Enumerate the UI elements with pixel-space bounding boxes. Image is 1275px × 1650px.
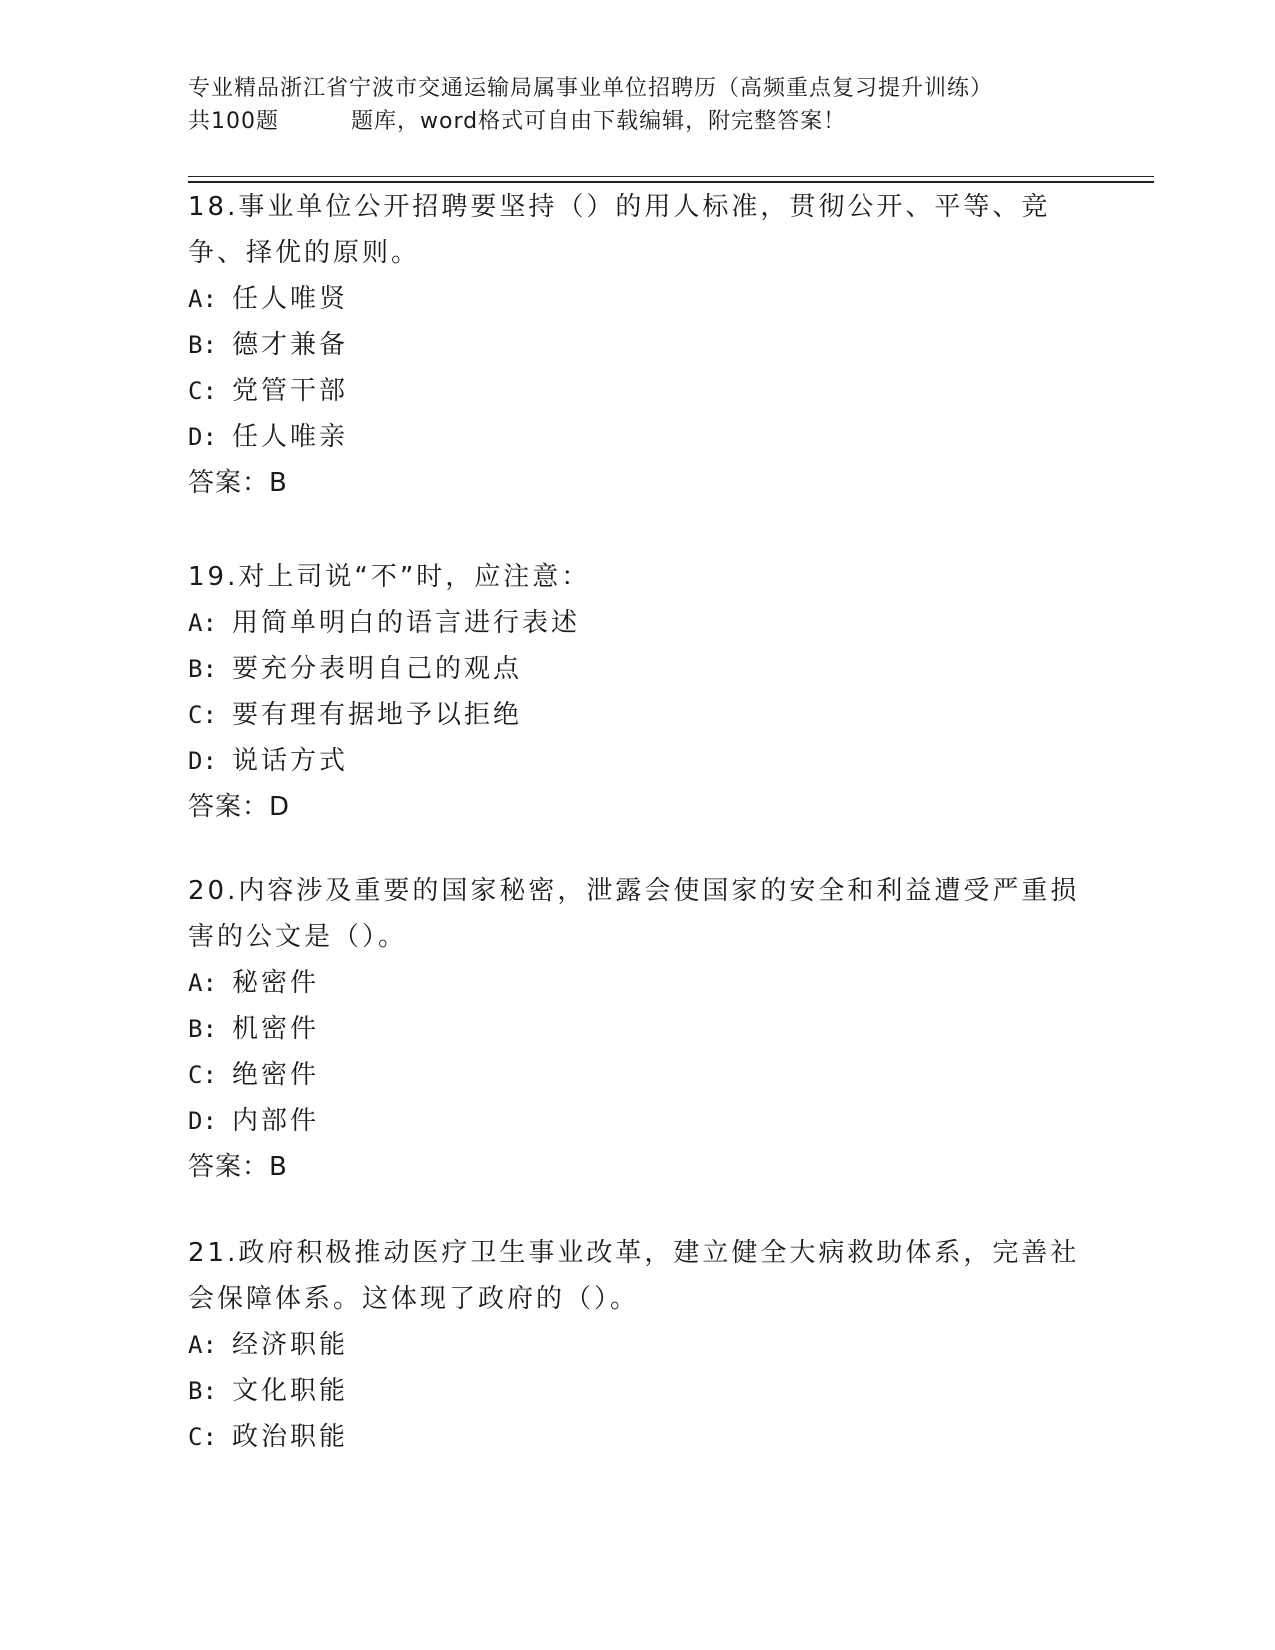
option-letter: A: (188, 969, 217, 997)
option-letter: B: (188, 655, 217, 683)
option-c (188, 368, 1088, 414)
option-a (188, 600, 1088, 646)
document-subtitle (188, 105, 1088, 138)
option-letter: B: (188, 331, 217, 359)
question-stem: 20.内容涉及重要的国家秘密，泄露会使国家的安全和利益遭受严重损害的公文是（）。 (188, 876, 1080, 952)
option-letter: D: (188, 1107, 217, 1135)
option-letter: D: (188, 747, 217, 775)
option-b (188, 322, 1088, 368)
option-d (188, 1098, 1088, 1144)
option-text: 文化职能 (232, 1376, 349, 1406)
header-divider-thick (188, 181, 1154, 183)
option-text: 任人唯亲 (232, 422, 349, 452)
option-d (188, 414, 1088, 460)
option-text: 内部件 (232, 1106, 320, 1136)
option-letter: B: (188, 1377, 217, 1405)
question-20 (188, 868, 1088, 1190)
option-text: 党管干部 (232, 376, 349, 406)
option-b (188, 1006, 1088, 1052)
option-c (188, 1414, 1088, 1460)
question-count: 共100题 (188, 109, 279, 134)
option-text: 政治职能 (232, 1422, 349, 1452)
option-a (188, 276, 1088, 322)
option-d (188, 738, 1088, 784)
document-title: 专业精品浙江省宁波市交通运输局属事业单位招聘历（高频重点复习提升训练） (188, 76, 994, 101)
answer-line: 答案：B (188, 468, 288, 498)
option-a (188, 1322, 1088, 1368)
option-b (188, 1368, 1088, 1414)
option-c (188, 692, 1088, 738)
option-text: 绝密件 (232, 1060, 320, 1090)
option-letter: B: (188, 1015, 217, 1043)
option-text: 德才兼备 (232, 330, 349, 360)
option-text: 用简单明白的语言进行表述 (232, 608, 581, 638)
question-stem: 19.对上司说“不”时，应注意： (188, 562, 591, 592)
option-letter: C: (188, 377, 217, 405)
answer-line: 答案：D (188, 792, 291, 822)
header-divider-thin (188, 176, 1154, 177)
question-21 (188, 1230, 1088, 1460)
answer-line: 答案：B (188, 1152, 288, 1182)
option-c (188, 1052, 1088, 1098)
option-letter: A: (188, 285, 217, 313)
option-text: 要有理有据地予以拒绝 (232, 700, 523, 730)
option-text: 秘密件 (232, 968, 320, 998)
question-stem: 21.政府积极推动医疗卫生事业改革，建立健全大病救助体系，完善社会保障体系。这体现了政府的（）。 (188, 1238, 1080, 1314)
option-text: 要充分表明自己的观点 (232, 654, 523, 684)
option-text: 机密件 (232, 1014, 320, 1044)
option-letter: D: (188, 423, 217, 451)
option-letter: C: (188, 1423, 217, 1451)
question-stem: 18.事业单位公开招聘要坚持（）的用人标准，贯彻公开、平等、竞争、择优的原则。 (188, 192, 1051, 268)
option-text: 经济职能 (232, 1330, 349, 1360)
option-a (188, 960, 1088, 1006)
option-b (188, 646, 1088, 692)
document-header (188, 72, 1088, 138)
option-letter: A: (188, 609, 217, 637)
option-text: 说话方式 (232, 746, 349, 776)
option-text: 任人唯贤 (232, 284, 349, 314)
document-description: 题库，word格式可自由下载编辑，附完整答案！ (351, 109, 847, 134)
option-letter: A: (188, 1331, 217, 1359)
option-letter: C: (188, 701, 217, 729)
question-19 (188, 554, 1088, 830)
option-letter: C: (188, 1061, 217, 1089)
question-18 (188, 184, 1088, 506)
